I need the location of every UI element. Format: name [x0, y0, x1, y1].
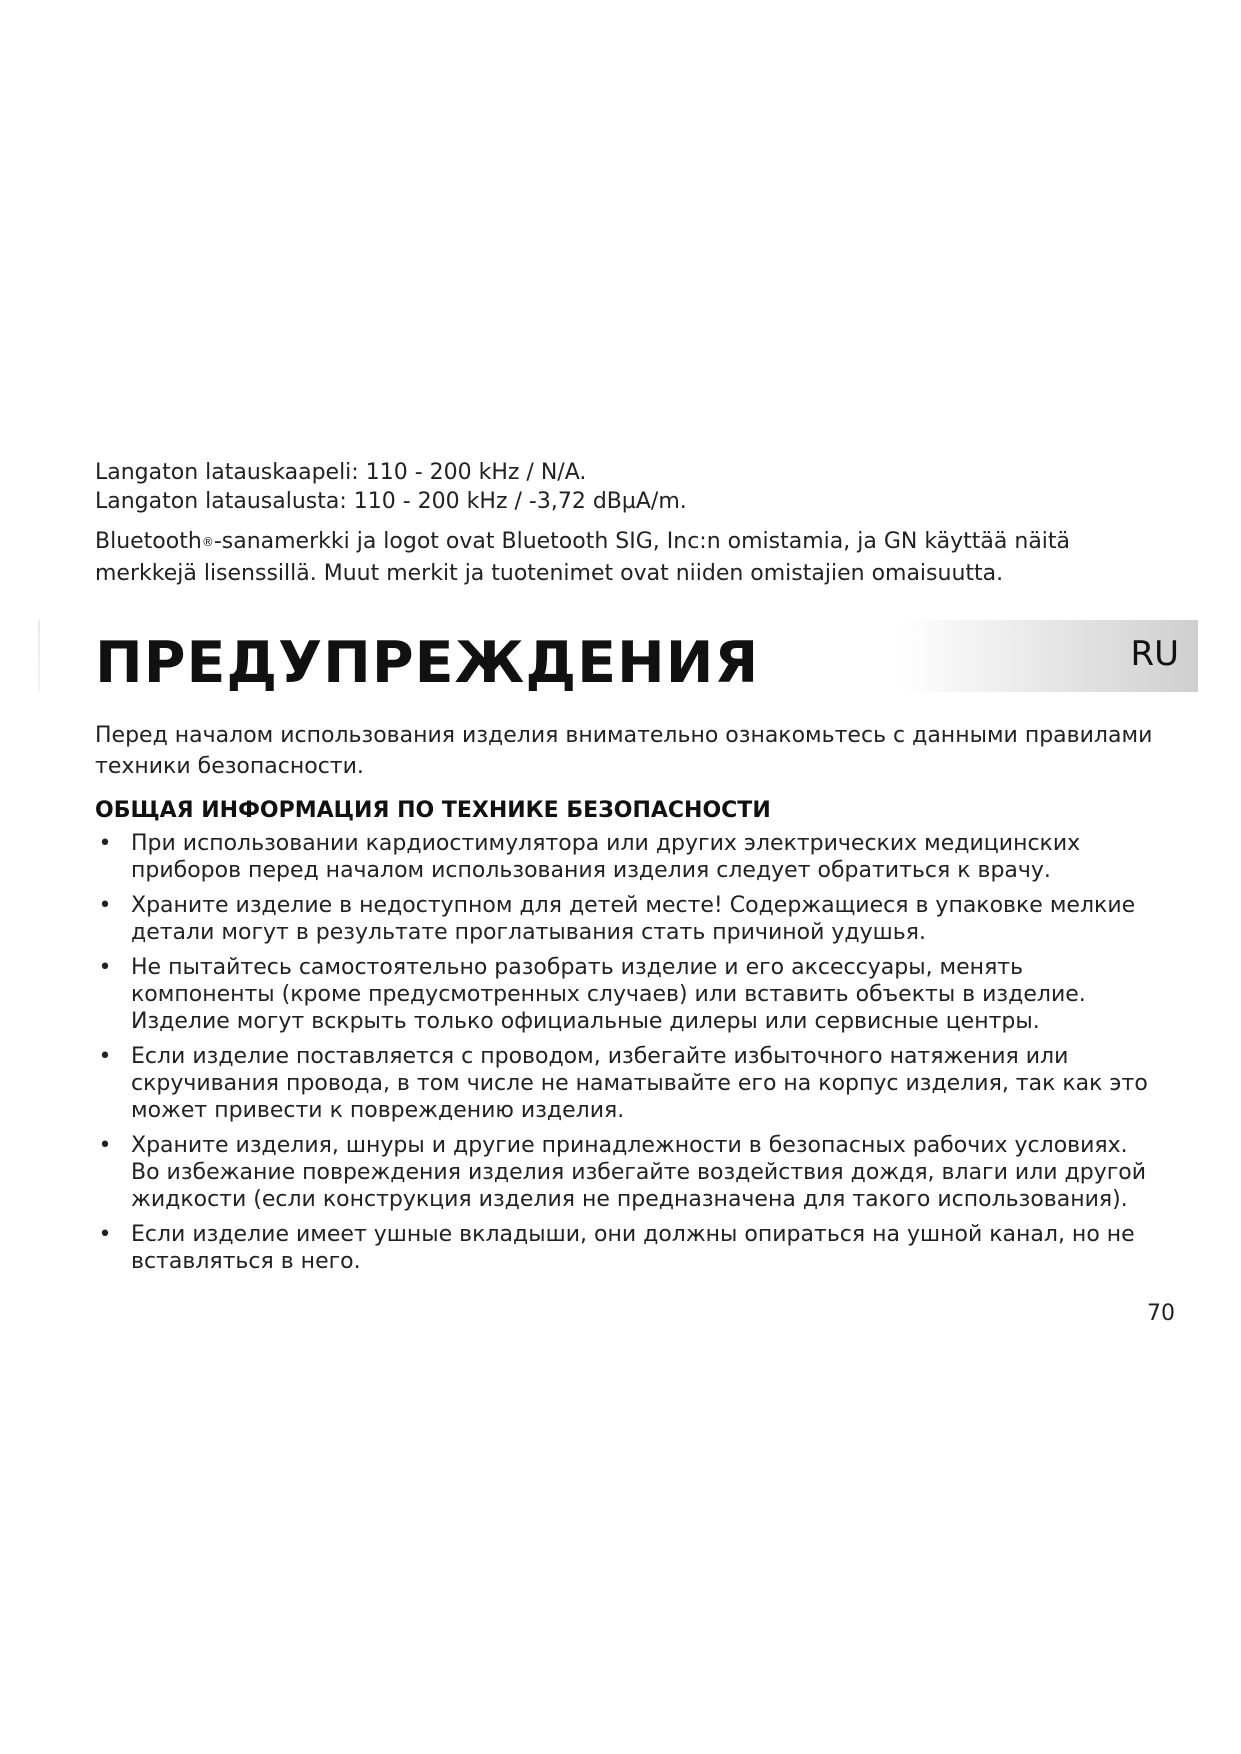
- russian-warnings: [95, 720, 1155, 1283]
- banner-left-edge: [38, 620, 40, 692]
- wireless-cable-spec: Langaton latauskaapeli: 110 - 200 kHz / N/A.: [95, 460, 587, 485]
- trademark-notice: [95, 526, 1155, 589]
- trademark-brand: Bluetooth: [95, 529, 202, 554]
- list-item: [95, 892, 1155, 946]
- finnish-regulatory-text: [95, 458, 1155, 589]
- list-item: [95, 830, 1155, 884]
- bullet-marker: •: [98, 1044, 112, 1069]
- list-item-text: Если изделие поставляется с проводом, избегайте избыточного натяжения или скручивания провода, в том числе не наматывайте его на корпус изделия, так как это может привести к повреждению изделия.: [131, 1044, 1148, 1123]
- bullet-marker: •: [98, 1133, 112, 1158]
- list-item-text: Не пытайтесь самостоятельно разобрать изделие и его аксессуары, менять компоненты (кроме предусмотренных случаев) или вставить объекты в изделие. Изделие могут вскрыть только официальные дилеры или сервисные центры.: [131, 955, 1086, 1034]
- registered-mark: ®: [201, 535, 214, 549]
- list-item: [95, 1043, 1155, 1124]
- list-item: [95, 1221, 1155, 1275]
- list-item: [95, 1132, 1155, 1213]
- bullet-marker: •: [98, 955, 112, 980]
- language-code: RU: [1130, 634, 1179, 674]
- list-item-text: При использовании кардиостимулятора или других электрических медицинских приборов перед началом использования изделия следует обратиться к врачу.: [131, 831, 1081, 883]
- wireless-pad-spec: Langaton latausalusta: 110 - 200 kHz / -3,72 dBµA/m.: [95, 489, 687, 514]
- page-number: 70: [1147, 1301, 1175, 1326]
- page-title: ПРЕДУПРЕЖДЕНИЯ: [95, 630, 760, 696]
- trademark-text: -sanamerkki ja logot ovat Bluetooth SIG, Inc:n omistamia, ja GN käyttää näitä merkkejä lisenssillä. Muut merkit ja tuotenimet ovat niiden omistajien omaisuutta.: [95, 529, 1071, 586]
- safety-list: [95, 830, 1155, 1275]
- list-item: [95, 954, 1155, 1035]
- section-heading: ОБЩАЯ ИНФОРМАЦИЯ ПО ТЕХНИКЕ БЕЗОПАСНОСТИ: [95, 798, 771, 823]
- intro-paragraph: Перед началом использования изделия внимательно ознакомьтесь с данными правилами техники безопасности.: [95, 723, 1153, 779]
- list-item-text: Храните изделие в недоступном для детей месте! Содержащиеся в упаковке мелкие детали могут в результате проглатывания стать причиной удушья.: [131, 893, 1136, 945]
- bullet-marker: •: [98, 893, 112, 918]
- bullet-marker: •: [98, 1222, 112, 1247]
- bullet-marker: •: [98, 831, 112, 856]
- list-item-text: Если изделие имеет ушные вкладыши, они должны опираться на ушной канал, но не вставляться в него.: [131, 1222, 1135, 1274]
- list-item-text: Храните изделия, шнуры и другие принадлежности в безопасных рабочих условиях. Во избежание повреждения изделия избегайте воздействия дождя, влаги или другой жидкости (если конструкция изделия не предназначена для такого использования).: [131, 1133, 1147, 1212]
